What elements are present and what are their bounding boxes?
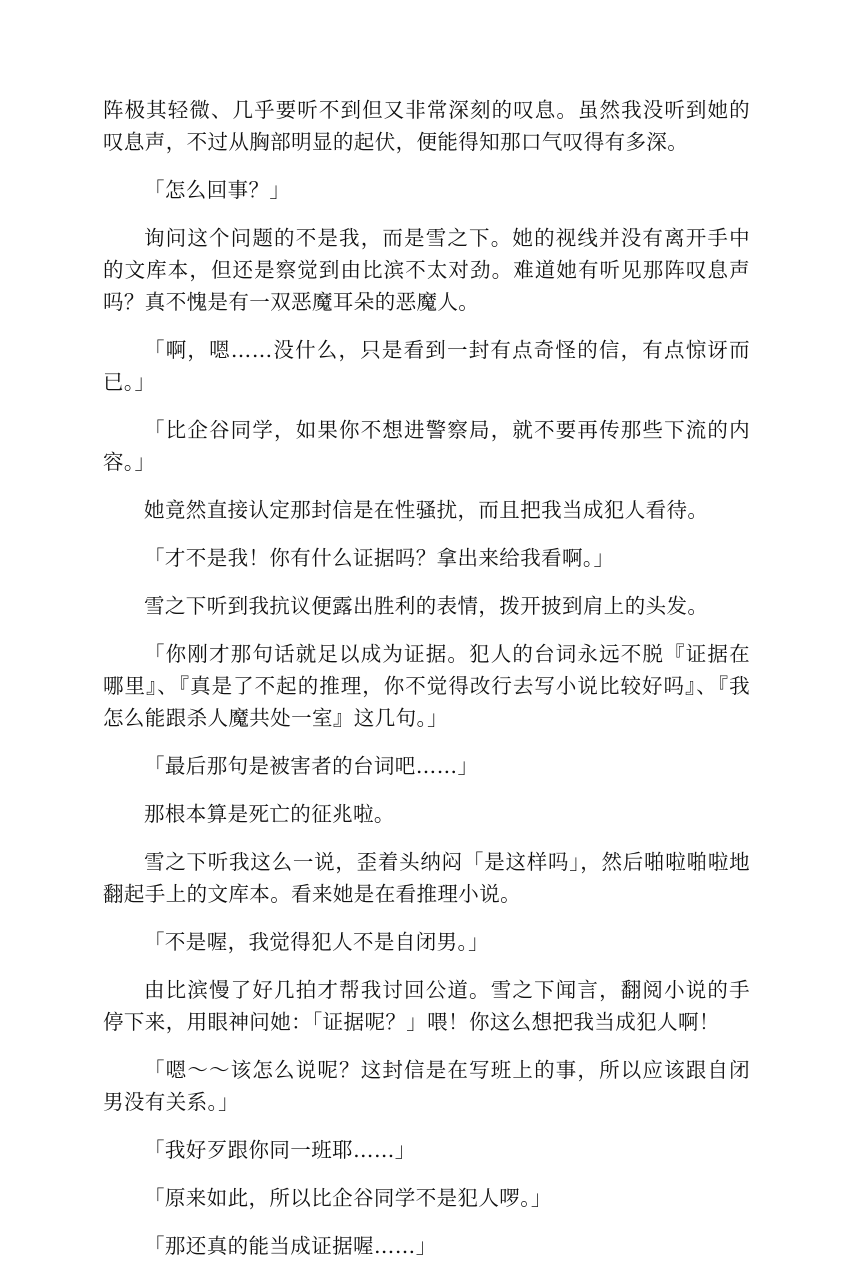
paragraph: 「我好歹跟你同一班耶……」 — [144, 1138, 416, 1162]
paragraph: 「最后那句是被害者的台词吧……」 — [144, 754, 479, 778]
paragraph: 那根本算是死亡的征兆啦。 — [144, 802, 395, 826]
paragraph: 「比企谷同学，如果你不想进警察局，就不要再传那些下流的内容。」 — [103, 418, 750, 474]
paragraph: 「怎么回事？」 — [144, 178, 291, 202]
paragraph: 询问这个问题的不是我，而是雪之下。她的视线并没有离开手中的文库本，但还是察觉到由比滨不太对劲。难道她有听见那阵叹息声吗？真不愧是有一双恶魔耳朵的恶魔人。 — [103, 226, 750, 314]
paragraph: 「原来如此，所以比企谷同学不是犯人啰。」 — [144, 1186, 552, 1210]
paragraph: 「那还真的能当成证据喔……」 — [144, 1234, 437, 1258]
paragraph: 「你刚才那句话就足以成为证据。犯人的台词永远不脱『证据在哪里』、『真是了不起的推理，你不觉得改行去写小说比较好吗』、『我怎么能跟杀人魔共处一室』这几句。」 — [103, 642, 750, 730]
paragraph: 雪之下听到我抗议便露出胜利的表情，拨开披到肩上的头发。 — [144, 594, 709, 618]
paragraph: 她竟然直接认定那封信是在性骚扰，而且把我当成犯人看待。 — [144, 498, 709, 522]
paragraph: 由比滨慢了好几拍才帮我讨回公道。雪之下闻言，翻阅小说的手停下来，用眼神问她：「证据呢？」喂！你这么想把我当成犯人啊！ — [103, 978, 750, 1034]
paragraph: 「啊，嗯……没什么，只是看到一封有点奇怪的信，有点惊讶而已。」 — [103, 338, 750, 394]
paragraph: 「嗯～～该怎么说呢？这封信是在写班上的事，所以应该跟自闭男没有关系。」 — [103, 1058, 750, 1114]
paragraph: 阵极其轻微、几乎要听不到但又非常深刻的叹息。虽然我没听到她的叹息声，不过从胸部明显的起伏，便能得知那口气叹得有多深。 — [103, 98, 750, 154]
paragraph: 「不是喔，我觉得犯人不是自闭男。」 — [144, 930, 490, 954]
paragraph: 雪之下听我这么一说，歪着头纳闷「是这样吗」，然后啪啦啪啦地翻起手上的文库本。看来她是在看推理小说。 — [103, 850, 750, 906]
paragraph: 「才不是我！你有什么证据吗？拿出来给我看啊。」 — [144, 546, 615, 570]
